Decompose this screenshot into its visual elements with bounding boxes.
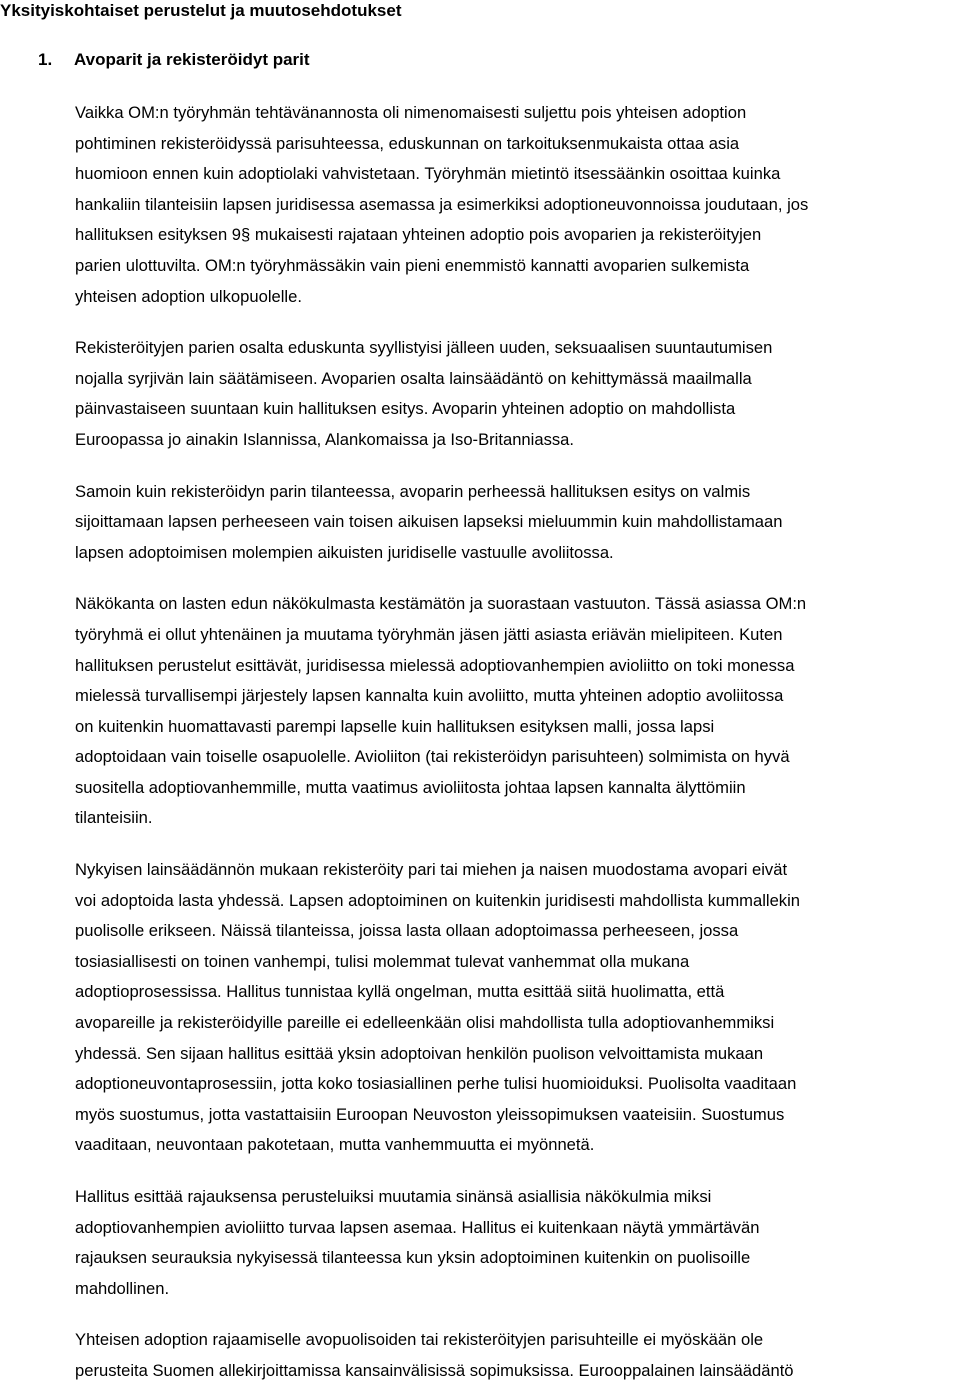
paragraph-line: hallituksen esityksen 9§ mukaisesti rajataan yhteinen adoptio pois avoparien ja rekisteröityjen xyxy=(75,225,762,245)
paragraph-line: huomioon ennen kuin adoptiolaki vahvistetaan. Työryhmän mietintö itsessäänkin osoittaa kuinka xyxy=(75,164,781,184)
paragraph-line: sijoittamaan lapsen perheeseen vain toisen aikuisen lapseksi mieluummin kuin mahdollistamaan xyxy=(75,512,783,532)
paragraph-line: nojalla syrjivän lain säätämiseen. Avoparien osalta lainsäädäntö on kehittymässä maailmalla xyxy=(75,368,752,388)
paragraph-line: Nykyisen lainsäädännön mukaan rekisteröity pari tai miehen ja naisen muodostama avopari eivät xyxy=(75,860,788,880)
paragraph-line: hallituksen perustelut esittävät, juridisessa mielessä adoptiovanhempien avioliitto on toki monessa xyxy=(75,655,795,675)
paragraph xyxy=(75,333,960,455)
paragraph-line: mielessä turvallisempi järjestely lapsen kannalta kuin avoliitto, mutta yhteinen adoptio avoliitossa xyxy=(75,686,784,706)
paragraph-line: adoptiovanhempien avioliitto turvaa lapsen asemaa. Hallitus ei kuitenkaan näytä ymmärtävän xyxy=(75,1217,760,1237)
paragraph xyxy=(75,589,960,834)
paragraph-line: Euroopassa jo ainakin Islannissa, Alankomaissa ja Iso-Britanniassa. xyxy=(75,429,575,449)
paragraph-line: puolisolle erikseen. Näissä tilanteissa, joissa lasta ollaan adoptoimassa perheeseen, jossa xyxy=(75,921,739,941)
paragraph-line: on kuitenkin huomattavasti parempi lapselle kuin hallituksen esityksen malli, jossa lapsi xyxy=(75,716,715,736)
paragraph-line: päinvastaiseen suuntaan kuin hallituksen esitys. Avoparin yhteinen adoptio on mahdollista xyxy=(75,399,736,419)
paragraph-line: Yhteisen adoption rajaamiselle avopuolisoiden tai rekisteröityjen parisuhteille ei myöskään ole xyxy=(75,1330,764,1350)
paragraph xyxy=(75,1325,960,1381)
paragraph xyxy=(75,477,960,569)
paragraph-line: adoptioneuvontaprosessiin, jotta koko tosiasiallinen perhe tulisi huomioiduksi. Puolisolta vaaditaan xyxy=(75,1074,797,1094)
paragraph-line: yhteisen adoption ulkopuolelle. xyxy=(75,286,302,306)
paragraph-line: hankaliin tilanteisiin lapsen juridisessa asemassa ja esimerkiksi adoptioneuvonnoissa joudutaan, jos xyxy=(75,194,809,214)
paragraph-line: yhdessä. Sen sijaan hallitus esittää yksin adoptoivan henkilön puolison velvoittamista mukaan xyxy=(75,1043,764,1063)
paragraph-line: suositella adoptiovanhemmille, mutta vaatimus avioliitosta johtaa lapsen kannalta älyttömiin xyxy=(75,777,746,797)
paragraph-line: työryhmä ei ollut yhtenäinen ja muutama työryhmän jäsen jätti asiasta eriävän mielipiteen. Kuten xyxy=(75,624,783,644)
section-heading-text: Avoparit ja rekisteröidyt parit xyxy=(74,50,310,69)
paragraph-line: perusteita Suomen allekirjoittamissa kansainvälisissä sopimuksissa. Eurooppalainen lainsäädäntö xyxy=(75,1360,794,1380)
paragraph-line: vaaditaan, neuvontaan pakotetaan, mutta vanhemmuutta ei myönnetä. xyxy=(75,1135,595,1155)
paragraph-line: lapsen adoptoimisen molempien aikuisten juridiselle vastuulle avoliitossa. xyxy=(75,542,614,562)
section-number: 1. xyxy=(38,50,53,69)
paragraph-line: adoptoidaan vain toiselle osapuolelle. Avioliiton (tai rekisteröidyn parisuhteen) solmimista on hyvä xyxy=(75,747,790,767)
paragraph-line: rajauksen seurauksia nykyisessä tilanteessa kun yksin adoptoiminen kuitenkin on puolisoille xyxy=(75,1248,751,1268)
paragraph xyxy=(75,1182,960,1304)
paragraph-line: adoptioprosessissa. Hallitus tunnistaa kyllä ongelman, mutta esittää siitä huolimatta, että xyxy=(75,982,725,1002)
paragraph-line: tosiasiallisesti on toinen vanhempi, tulisi molemmat tulevat vanhemmat olla mukana xyxy=(75,951,690,971)
paragraph-line: Näkökanta on lasten edun näkökulmasta kestämätön ja suorastaan vastuuton. Tässä asiassa OM:n xyxy=(75,594,807,614)
paragraph-line: myös suostumus, jotta vastattaisiin Euroopan Neuvoston yleissopimuksen vaateisiin. Suostumus xyxy=(75,1104,785,1124)
paragraph-line: Hallitus esittää rajauksensa perusteluiksi muutamia sinänsä asiallisia näkökulmia miksi xyxy=(75,1187,712,1206)
paragraph-line: mahdollinen. xyxy=(75,1278,170,1298)
section-heading xyxy=(38,49,310,71)
paragraph-line: Vaikka OM:n työryhmän tehtävänannosta oli nimenomaisesti suljettu pois yhteisen adoption xyxy=(75,103,747,122)
paragraph-line: pohtiminen rekisteröidyssä parisuhteessa, eduskunnan on tarkoituksenmukaista ottaa asia xyxy=(75,133,740,153)
paragraph-line: Samoin kuin rekisteröidyn parin tilanteessa, avoparin perheessä hallituksen esitys on valmis xyxy=(75,481,751,501)
document-title: Yksityiskohtaiset perustelut ja muutosehdotukset xyxy=(0,1,402,20)
paragraph-line: tilanteisiin. xyxy=(75,808,153,828)
paragraph-line: Rekisteröityjen parien osalta eduskunta syyllistyisi jälleen uuden, seksuaalisen suuntautumisen xyxy=(75,338,773,358)
paragraph xyxy=(75,855,960,1161)
paragraph-line: voi adoptoida lasta yhdessä. Lapsen adoptoiminen on kuitenkin juridisesti mahdollista kummallekin xyxy=(75,890,801,910)
paragraph-line: avopareille ja rekisteröidyille pareille ei edelleenkään olisi mahdollista tulla adoptiovanhemmiksi xyxy=(75,1013,775,1033)
document-body xyxy=(75,98,960,1381)
paragraph-line: parien ulottuvilta. OM:n työryhmässäkin vain pieni enemmistö kannatti avoparien sulkemista xyxy=(75,255,750,275)
paragraph xyxy=(75,98,960,312)
